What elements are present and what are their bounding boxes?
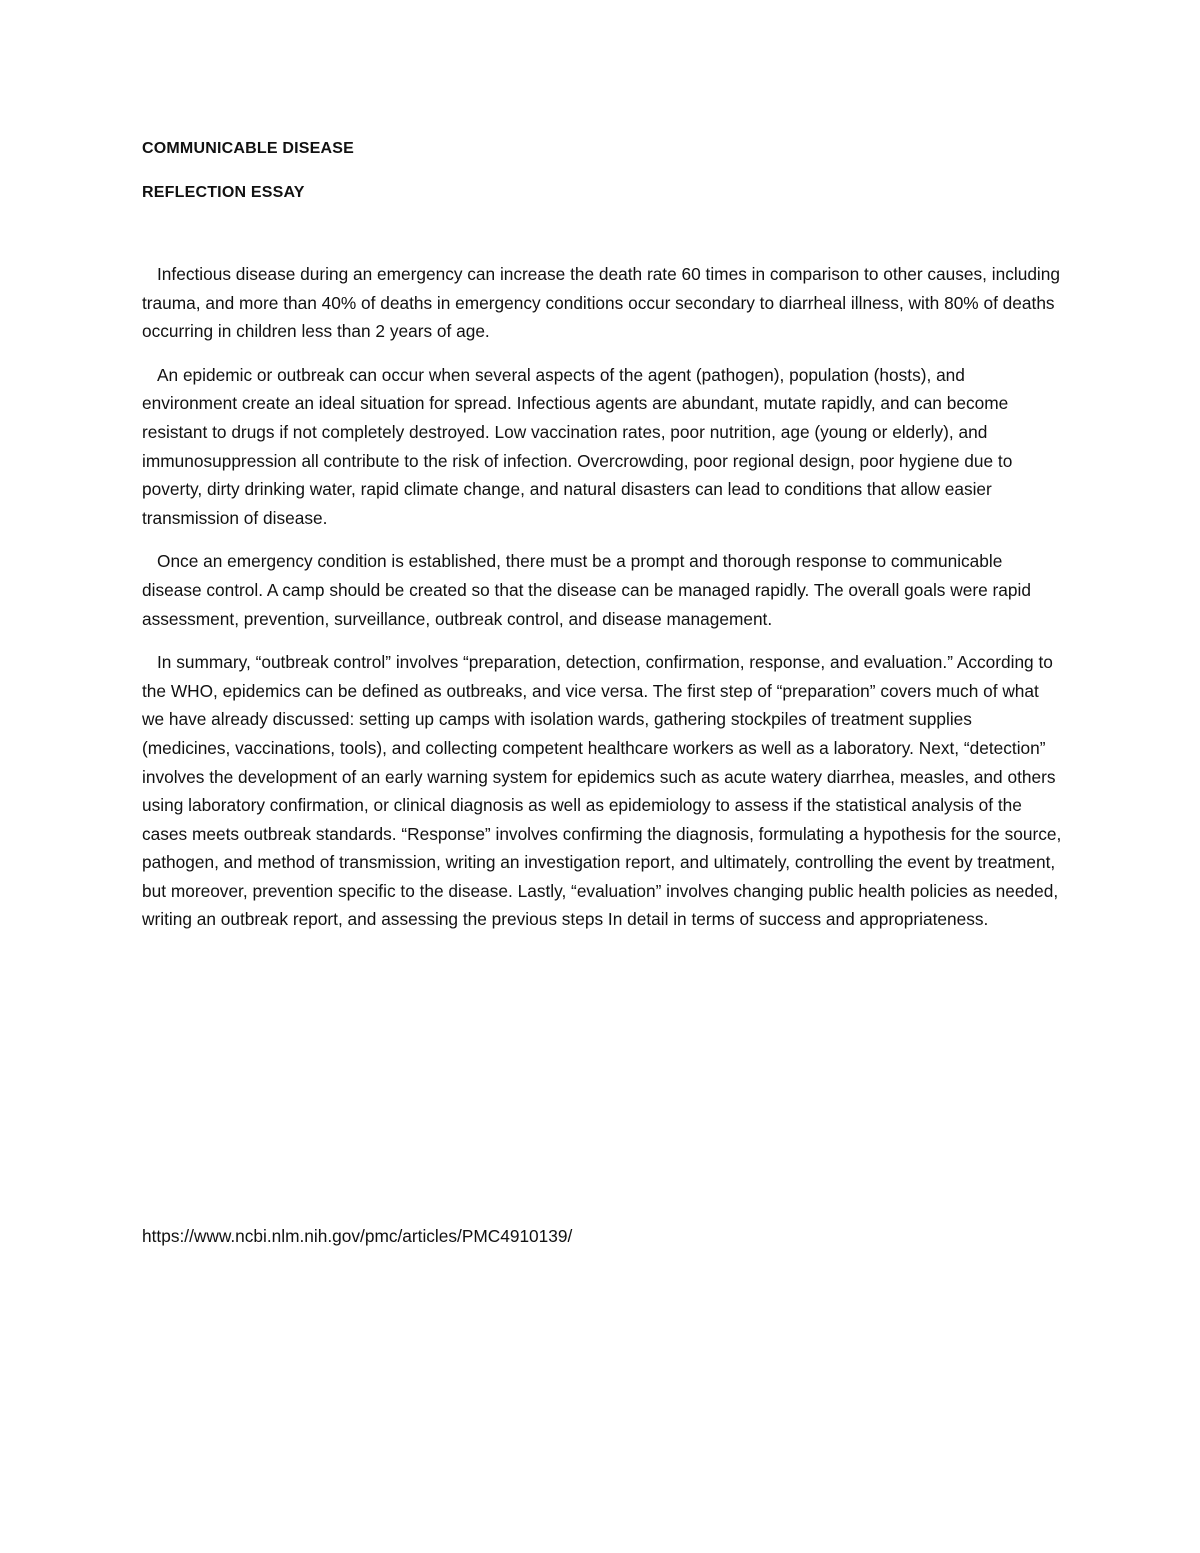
paragraph-1: Infectious disease during an emergency can increase the death rate 60 times in comparison to other causes, including trauma, and more than 40% of deaths in emergency conditions occur secondary to diarrheal illness, with 80% of deaths occurring in children less than 2 years of age.	[142, 264, 1060, 342]
reference-link[interactable]: https://www.ncbi.nlm.nih.gov/pmc/articles/PMC4910139/	[142, 1226, 573, 1246]
paragraph-3: Once an emergency condition is established, there must be a prompt and thorough response to communicable disease control. A camp should be created so that the disease can be managed rapidly. The overall goals were rapid assessment, prevention, surveillance, outbreak control, and disease management.	[142, 551, 1031, 629]
document-body	[142, 138, 1062, 949]
document-title: COMMUNICABLE DISEASE	[142, 140, 355, 157]
paragraph-4: In summary, “outbreak control” involves “preparation, detection, confirmation, response, and evaluation.” According to the WHO, epidemics can be defined as outbreaks, and vice versa. The first step of “preparation” covers much of what we have already discussed: setting up camps with isolation wards, gathering stockpiles of treatment supplies (medicines, vaccinations, tools), and collecting competent healthcare workers as well as a laboratory. Next, “detection” involves the development of an early warning system for epidemics such as acute watery diarrhea, measles, and others using laboratory confirmation, or clinical diagnosis as well as epidemiology to assess if the statistical analysis of the cases meets outbreak standards. “Response” involves confirming the diagnosis, formulating a hypothesis for the source, pathogen, and method of transmission, writing an investigation report, and ultimately, controlling the event by treatment, but moreover, prevention specific to the disease. Lastly, “evaluation” involves changing public health policies as needed, writing an outbreak report, and assessing the previous steps In detail in terms of success and appropriateness.	[142, 652, 1062, 930]
paragraph-2: An epidemic or outbreak can occur when several aspects of the agent (pathogen), population (hosts), and environment create an ideal situation for spread. Infectious agents are abundant, mutate rapidly, and can become resistant to drugs if not completely destroyed. Low vaccination rates, poor nutrition, age (young or elderly), and immunosuppression all contribute to the risk of infection. Overcrowding, poor regional design, poor hygiene due to poverty, dirty drinking water, rapid climate change, and natural disasters can lead to conditions that allow easier transmission of disease.	[142, 364, 1013, 528]
document-subtitle: REFLECTION ESSAY	[142, 184, 305, 201]
